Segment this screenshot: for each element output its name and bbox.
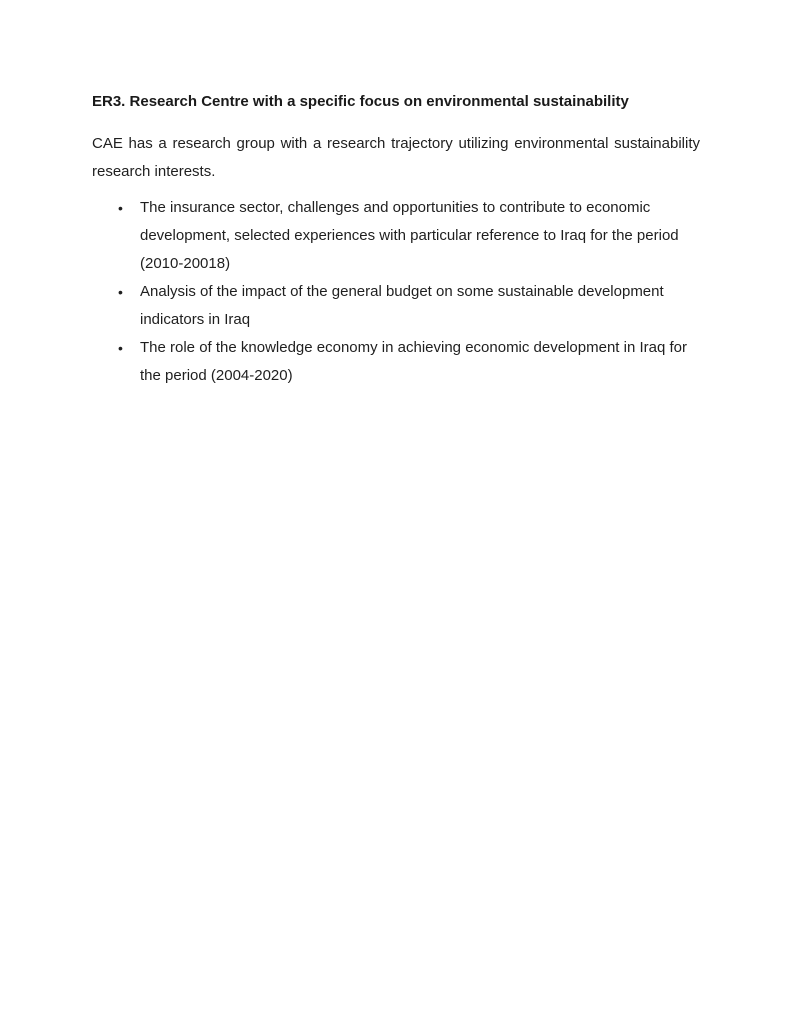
bullet-icon: • xyxy=(118,200,123,216)
list-item-text: Analysis of the impact of the general budget on some sustainable development indicators in Iraq xyxy=(140,283,664,328)
list-item xyxy=(118,194,700,278)
research-topics-list xyxy=(92,194,700,390)
intro-paragraph: CAE has a research group with a research trajectory utilizing environmental sustainability research interests. xyxy=(92,135,700,180)
document-content xyxy=(92,92,700,390)
list-item-text: The role of the knowledge economy in achieving economic development in Iraq for the period (2004-2020) xyxy=(140,339,687,384)
section-heading: ER3. Research Centre with a specific focus on environmental sustainability xyxy=(92,93,629,110)
list-item-text: The insurance sector, challenges and opportunities to contribute to economic development, selected experiences with particular reference to Iraq for the period (2010-20018) xyxy=(140,199,679,272)
list-item xyxy=(118,334,700,390)
bullet-icon: • xyxy=(118,340,123,356)
list-item xyxy=(118,278,700,334)
bullet-icon: • xyxy=(118,284,123,300)
